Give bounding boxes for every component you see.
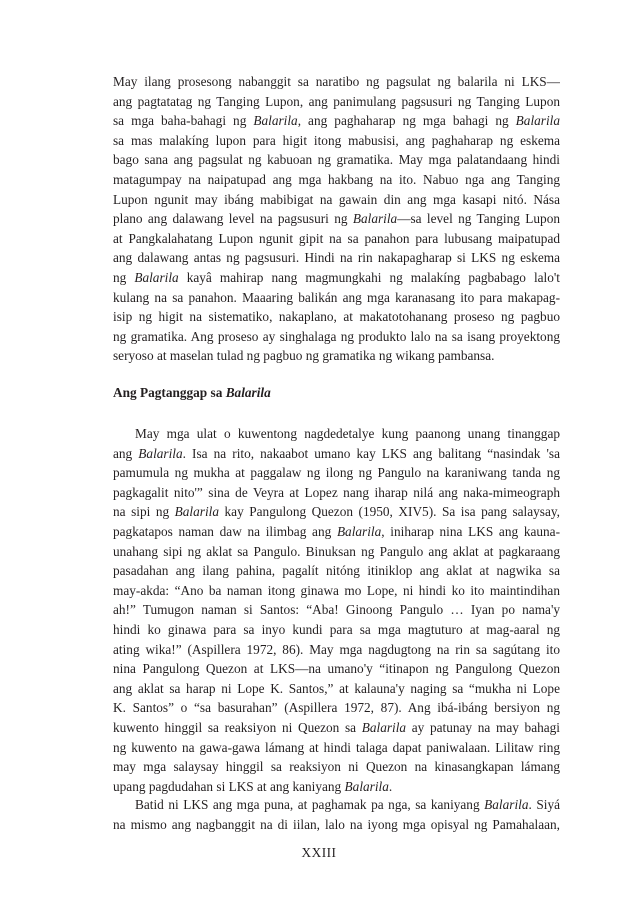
- heading-title: Balarila: [225, 385, 271, 400]
- paragraph-reception: [113, 424, 560, 796]
- paragraph1-line: sa mas malakíng lupon para higit itong mabusisi, ang paghaharap ng eskema: [113, 132, 560, 148]
- paragraph1-line: ang dalawang antas ng pagsusuri. Hindi na rin nakapagharap si LKS ng eskema: [113, 250, 560, 266]
- paragraph1-line: ng Balarila kayâ mahirap nang magmungkahi ng malakíng pagbabago lalo't: [113, 269, 560, 285]
- paragraph3-line: Batid ni LKS ang mga puna, at paghamak pa nga, sa kaniyang Balarila. Siyá: [135, 797, 560, 812]
- paragraph2-line: kuwento hinggil sa reaksiyon ni Quezon sa Balarila ay patunay na may bahagi: [113, 719, 560, 735]
- paragraph2-line: nina Pangulong Quezon at LKS—na umano'y “itinapon ng Pangulong Quezon: [113, 661, 560, 677]
- paragraph-criticism: [113, 795, 560, 834]
- heading-prefix: Ang Pagtanggap sa: [113, 385, 226, 400]
- paragraph2-line: hindi ko ginawa para sa inyo kundi para sa mga magtuturo at mag-aaral ng: [113, 621, 560, 637]
- paragraph1-line: bago sana ang pagsulat ng kabuoan ng gramatika. May mga palatandaang hindi: [113, 152, 560, 168]
- paragraph2-line: may mga salaysay hinggil sa reaksiyon ni Quezon na kinasangkapan lámang: [113, 759, 560, 775]
- paragraph1-line: kulang na sa panahon. Maaaring balikán ang mga karanasang ito para makapag-: [113, 289, 560, 305]
- paragraph2-line: pagkagalit nito'” sina de Veyra at Lopez nang iharap nilá ang naka-mimeograph: [113, 484, 560, 500]
- paragraph2-line: pasadahan ang ilang pahina, pagalít nitóng itiniklop ang aklat at nagwika sa: [113, 563, 560, 579]
- paragraph2-line: pamumula ng mukha at paggalaw ng ilong ng Pangulo na karaniwang tanda ng: [113, 465, 560, 481]
- paragraph1-line: plano ang dalawang level na pagsusuri ng Balarila—sa level ng Tanging Lupon: [113, 211, 560, 227]
- paragraph2-line: May mga ulat o kuwentong nagdedetalye kung paanong unang tinanggap: [135, 426, 560, 441]
- paragraph2-line: ng kuwento na gawa-gawa lámang at hindi talaga dapat paniwalaan. Lilitaw ring: [113, 739, 560, 755]
- paragraph2-line: K. Santos” o “sa basurahan” (Aspillera 1972, 87). Ang ibá-ibáng bersiyon ng: [113, 700, 560, 716]
- paragraph1-line: seryoso at maselan tulad ng pagbuo ng gramatika ng wikang pambansa.: [113, 348, 495, 364]
- paragraph2-line: unahang sipi ng aklat sa Pangulo. Binuksan ng Pangulo ang aklat at pagkaraang: [113, 543, 560, 559]
- paragraph1-line: isip ng higit na sistematiko, nakaplano, at makatotohanang proseso ng pagbuo: [113, 309, 560, 325]
- paragraph2-line: ang aklat sa harap ni Lope K. Santos,” at kalauna'y naging sa “mukha ni Lope: [113, 680, 560, 696]
- paragraph1-line: at Pangkalahatang Lupon ngunit gipit na sa panahon para lubusang maipatupad: [113, 230, 560, 246]
- paragraph2-line: may-akda: “Ano ba naman itong ginawa mo Lope, ni hindi ko ito maintindihan: [113, 582, 560, 598]
- paragraph2-line: na sipi ng Balarila kay Pangulong Quezon (1950, XIV5). Sa isa pang salaysay,: [113, 504, 560, 520]
- paragraph1-line: Lupon ngunit may ibáng mabibigat na gawain din ang mga kasapi nitó. Nása: [113, 191, 560, 207]
- paragraph2-line: ah!” Tumugon naman si Santos: “Aba! Ginoong Pangulo … Iyan po nama'y: [113, 602, 560, 618]
- paragraph2-line: pagkatapos naman daw na ilimbag ang Balarila, iniharap nina LKS ang kauna-: [113, 523, 560, 539]
- paragraph3-line: na mismo ang nagbanggit na di iilan, lalo na iyong mga opisyal ng Pamahalaan,: [113, 816, 560, 832]
- paragraph1-line: ang pagtatatag ng Tanging Lupon, ang panimulang pagsusuri ng Tanging Lupon: [113, 93, 560, 109]
- paragraph-process: [113, 72, 560, 366]
- paragraph2-line: ang Balarila. Isa na rito, nakaabot umano kay LKS ang balitang “nasindak 'sa: [113, 445, 560, 461]
- paragraph1-line: ng gramatika. Ang proseso ay singhalaga ng produkto lalo na sa isang proyektong: [113, 328, 560, 344]
- section-heading: [113, 383, 560, 403]
- paragraph1-line: sa mga baha-bahagi ng Balarila, ang paghaharap ng mga bahagi ng Balarila: [113, 113, 560, 129]
- paragraph1-line: May ilang prosesong nabanggit sa naratibo ng pagsulat ng balarila ni LKS—: [113, 74, 560, 89]
- paragraph1-line: matagumpay na naipatupad ang mga hakbang na ito. Nabuo nga ang Tanging: [113, 171, 560, 187]
- paragraph2-line: ating wika!” (Aspillera 1972, 86). May mga nagdugtong na rin sa sagútang ito: [113, 641, 560, 657]
- page-number: XXIII: [301, 845, 337, 860]
- paragraph2-line: upang pagdudahan si LKS at ang kaniyang Balarila.: [113, 778, 393, 794]
